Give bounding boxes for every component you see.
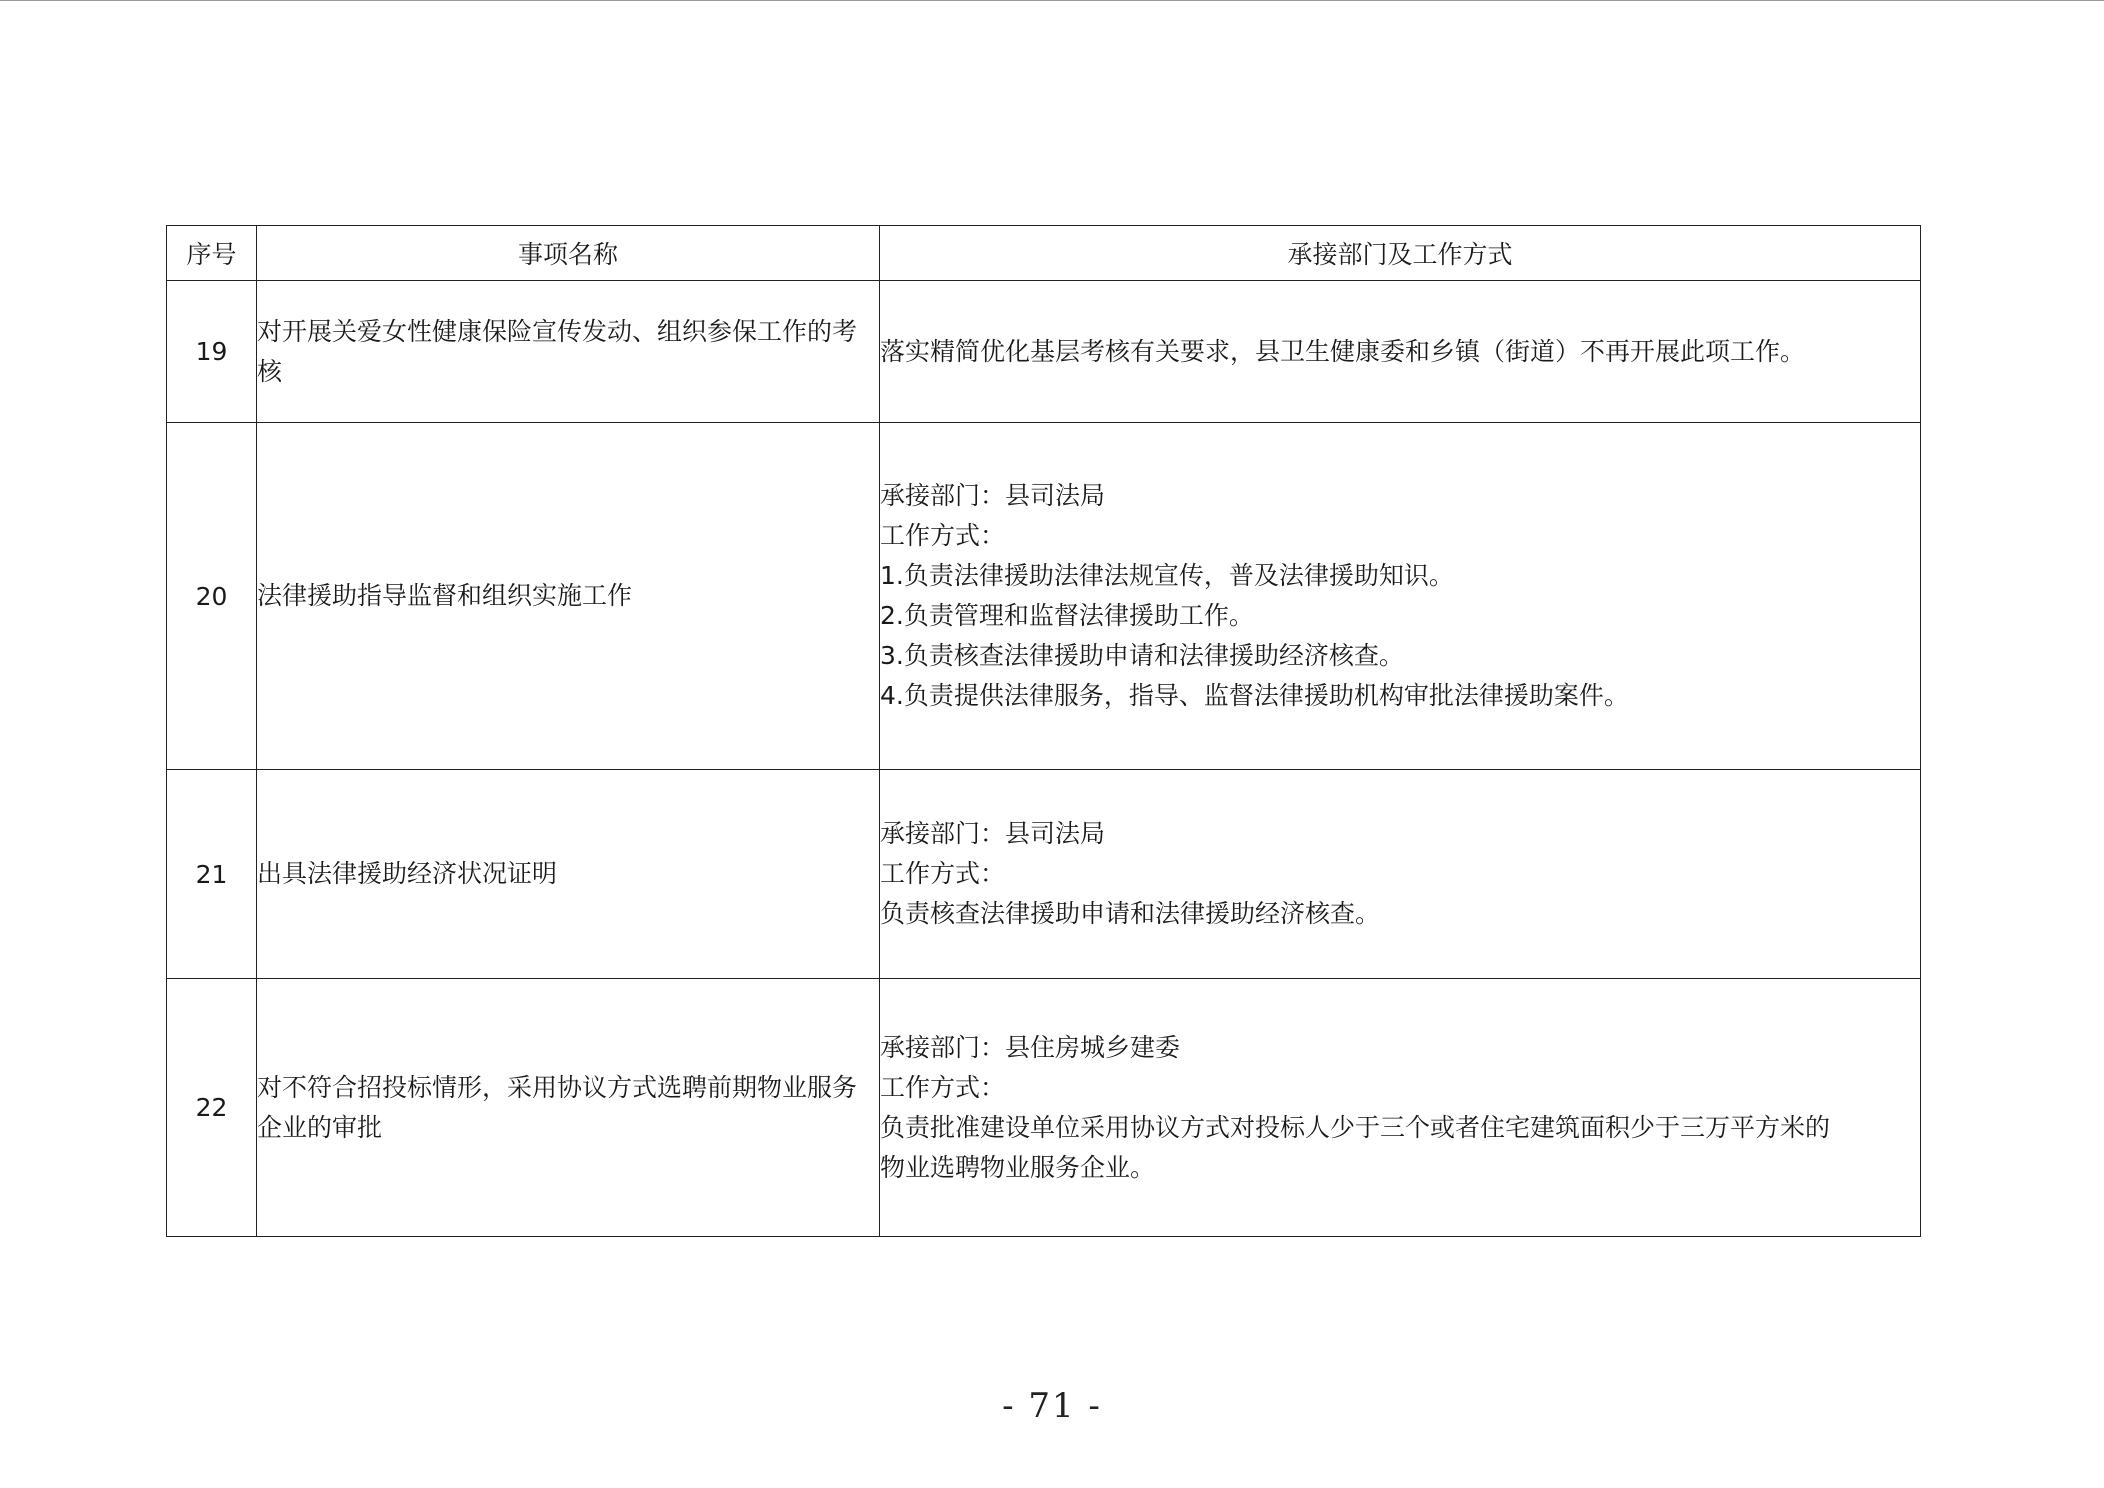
method-line: 落实精简优化基层考核有关要求，县卫生健康委和乡镇（街道）不再开展此项工作。: [880, 336, 1806, 366]
method-line: 1.负责法律援助法律法规宣传，普及法律援助知识。: [880, 561, 1454, 590]
dept-method-cell: [880, 979, 1921, 1237]
item-name: 出具法律援助经济状况证明: [257, 770, 880, 979]
method-line: 承接部门：县司法局: [880, 481, 1106, 510]
dept-method-cell: [880, 423, 1921, 770]
dept-method-cell: [880, 770, 1921, 979]
table-row: [167, 423, 1921, 770]
top-border-line: [0, 0, 2104, 1]
method-line: 负责核查法律援助申请和法律援助经济核查。: [880, 899, 1381, 928]
method-line: 工作方式：: [880, 859, 1006, 888]
method-line: 物业选聘物业服务企业。: [880, 1152, 1156, 1182]
row-number: 22: [167, 979, 257, 1237]
item-name: 对不符合招投标情形，采用协议方式选聘前期物业服务企业的审批: [257, 979, 880, 1237]
method-line: 负责批准建设单位采用协议方式对投标人少于三个或者住宅建筑面积少于三万平方米的: [880, 1112, 1831, 1142]
method-line: 4.负责提供法律服务，指导、监督法律援助机构审批法律援助案件。: [880, 681, 1629, 710]
table-row: [167, 770, 1921, 979]
row-number: 20: [167, 423, 257, 770]
table-row: [167, 979, 1921, 1237]
row-number: 21: [167, 770, 257, 979]
row-number: 19: [167, 281, 257, 423]
table-header-row: [167, 226, 1921, 281]
header-no: 序号: [167, 226, 257, 281]
page-number: - 71 -: [1002, 1386, 1102, 1426]
item-name: 法律援助指导监督和组织实施工作: [257, 423, 880, 770]
method-line: 承接部门：县司法局: [880, 819, 1106, 848]
items-table: [166, 225, 1921, 1237]
method-line: 承接部门：县住房城乡建委: [880, 1032, 1181, 1062]
dept-method-cell: [880, 281, 1921, 423]
header-item-name: 事项名称: [257, 226, 880, 281]
method-line: 2.负责管理和监督法律援助工作。: [880, 601, 1254, 630]
method-line: 3.负责核查法律援助申请和法律援助经济核查。: [880, 641, 1404, 670]
item-name: 对开展关爱女性健康保险宣传发动、组织参保工作的考核: [257, 281, 880, 423]
table-row: [167, 281, 1921, 423]
header-dept-method: 承接部门及工作方式: [880, 226, 1921, 281]
method-line: 工作方式：: [880, 521, 1006, 550]
method-line: 工作方式：: [880, 1072, 1006, 1102]
